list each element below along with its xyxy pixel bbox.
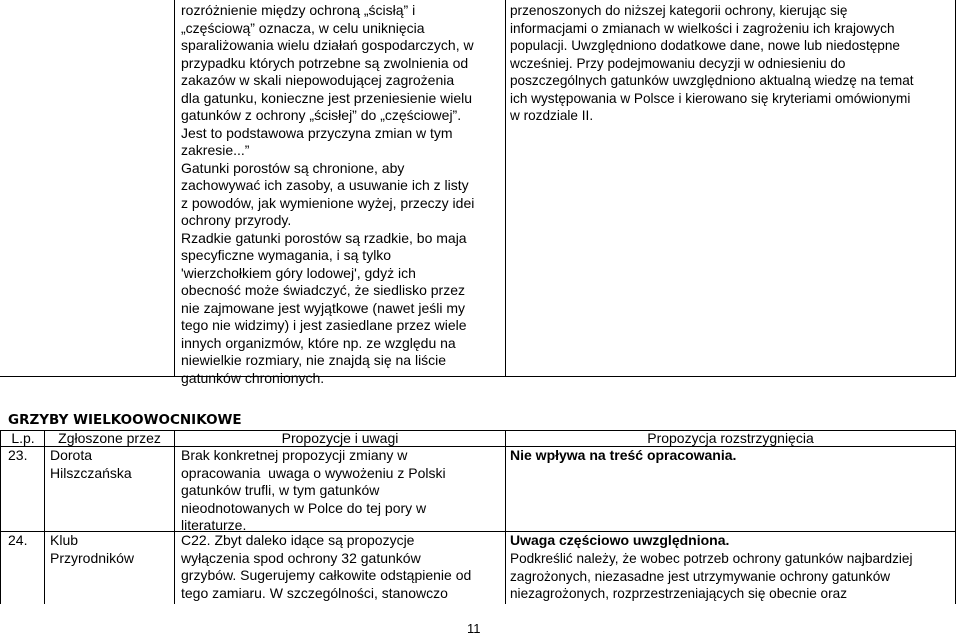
header-submitted-by: Zgłoszone przez: [58, 430, 161, 446]
top-right-cell-text: przenoszonych do niższej kategorii ochrony, kierując się informacjami o zmianach w wielkości i zagrożeniu ich krajowych populacji. Uwzględniono dodatkowe dane, nowe lub niedostępne wcześniej. Przy podejmowaniu decyzji w odniesieniu do poszczególnych gatunków uwzględniono aktualną wiedzę na temat ich występowania w Polsce i kierowano się kryteriami omówionymi w rozdziale II.: [510, 3, 914, 123]
row-decision-bold: Uwaga częściowo uwzględniona.: [510, 532, 730, 548]
top-table-border-mid: [505, 0, 506, 377]
top-left-cell-text: rozróżnienie między ochroną „ścisłą” i „częściową” oznacza, w celu uniknięcia sparaliżowania wielu działań gospodarczych, w przypadku których potrzebne są zwolnienia od zakazów w skali niepowodującej zagrożenia dla gatunku, konieczne jest przeniesienie wielu gatunków z ochrony „ścisłej” do „częściowej”. Jest to podstawowa przyczyna zmian w tym zakresie...” Gatunki porostów są chronione, aby zachowywać ich zasoby, a usuwanie ich z listy z powodów, jak wymienione wyżej, przeczy idei ochrony przyrody. Rzadkie gatunki porostów są rzadkie, bo maja specyficzne wymagania, i są tylko 'wierzchołkiem góry lodowej', gdyż ich obecność może świadczyć, że siedlisko przez nie zajmowane jest wyjątkowe (nawet jeśli my tego nie widzimy) i jest zasiedlane przez wiele innych organizmów, które np. ze względu na niewielkie rozmiary, nie znajdą się na liście gatunków chronionych.: [181, 2, 475, 386]
top-table-border-left: [174, 0, 175, 377]
section-title: GRZYBY WIELKOOWOCNIKOWE: [8, 412, 242, 428]
row-number: 23.: [8, 447, 28, 463]
table-vline-4: [955, 430, 956, 604]
header-lp: L.p.: [11, 430, 35, 446]
table-vline-2: [174, 430, 175, 604]
row-proposal: C22. Zbyt daleko idące są propozycje wyłączenia spod ochrony 32 gatunków grzybów. Sugerujemy całkowite odstąpienie od tego zamiaru. W szczególności, stanowczo: [181, 532, 472, 601]
row-proposal: Brak konkretnej propozycji zmiany w opracowania uwaga o wywożeniu z Polski gatunków trufli, w tym gatunków nieodnotowanych w Polce do tej pory w literaturze.: [181, 447, 446, 533]
row-decision-bold: Nie wpływa na treść opracowania.: [510, 447, 737, 463]
row-submitted-by: Dorota Hilszczańska: [50, 447, 132, 481]
row-number: 24.: [8, 532, 28, 548]
row-decision-text: Podkreślić należy, że wobec potrzeb ochrony gatunków najbardziej zagrożonych, niezasadne jest utrzymywanie ochrony gatunków niezagrożonych, rozprzestrzeniających się obecnie oraz: [510, 551, 913, 601]
top-table-border-right: [955, 0, 956, 377]
table-vline-3: [505, 430, 506, 604]
header-resolution: Propozycja rozstrzygnięcia: [647, 430, 814, 446]
table-vline-0: [0, 430, 1, 604]
page-number: 11: [467, 621, 481, 636]
header-proposals: Propozycje i uwagi: [281, 430, 399, 446]
row-submitted-by: Klub Przyrodników: [50, 532, 135, 566]
table-vline-1: [44, 430, 45, 604]
